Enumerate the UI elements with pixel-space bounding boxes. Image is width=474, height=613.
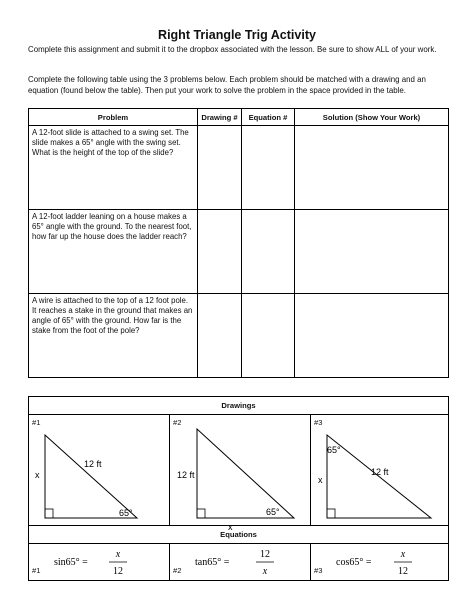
equation-3-func: cos65° = (336, 557, 372, 568)
header-drawing: Drawing # (198, 109, 242, 126)
equation-1 (29, 544, 169, 580)
equation-2 (170, 544, 310, 580)
equation-1-number: #1 (32, 566, 41, 575)
drawing-1-hyp-label: 12 ft (84, 459, 102, 469)
equation-3-numerator: x (400, 549, 406, 560)
equation-2-formula (170, 544, 310, 580)
table-header-row (29, 109, 449, 126)
problem-2-text: A 12-foot ladder leaning on a house makes a 65° angle with the ground. To the nearest foot, how far up the house does the ladder reach? (29, 210, 198, 294)
drawing-2-base-label: x (228, 522, 233, 532)
drawings-heading: Drawings (29, 397, 449, 415)
drawing-3 (311, 415, 448, 525)
intro-paragraph-1: Complete this assignment and submit it to the dropbox associated with the lesson. Be sure to show ALL of your work. (28, 45, 437, 54)
drawing-2-number: #2 (173, 418, 182, 427)
drawing-2-side-label: 12 ft (177, 470, 195, 480)
drawing-3-angle-label: 65° (327, 445, 341, 455)
drawing-1-angle-label: 65° (119, 508, 133, 518)
drawing-answer-cell-1[interactable] (198, 126, 242, 210)
table-row (29, 126, 449, 210)
equation-answer-cell-1[interactable] (242, 126, 295, 210)
equation-2-denominator: x (262, 566, 268, 577)
equation-3-number: #3 (314, 566, 323, 575)
equation-1-numerator: x (115, 549, 121, 560)
drawing-1 (29, 415, 169, 525)
triangle-3-figure (311, 415, 451, 525)
solution-cell-2[interactable] (295, 210, 449, 294)
solution-cell-3[interactable] (295, 294, 449, 378)
table-row (29, 294, 449, 378)
equation-1-formula (29, 544, 169, 580)
equation-answer-cell-3[interactable] (242, 294, 295, 378)
equation-1-func: sin65° = (54, 557, 88, 568)
drawing-1-side-label: x (35, 470, 40, 480)
solution-cell-1[interactable] (295, 126, 449, 210)
triangle-2-figure (170, 415, 310, 532)
intro-paragraph-2: Complete the following table using the 3 problems below. Each problem should be matched with a drawing and an equation (found below the table). Then put your work to solve the problem in the space provided in the table. (28, 75, 426, 95)
equation-3-denominator: 12 (398, 566, 408, 577)
problem-3-text: A wire is attached to the top of a 12 foot pole. It reaches a stake in the ground that makes an angle of 65° with the ground. How far is the stake from the foot of the pole? (29, 294, 198, 378)
drawing-3-hyp-label: 12 ft (371, 467, 389, 477)
problem-1-text: A 12-foot slide is attached to a swing set. The slide makes a 65° angle with the swing set. What is the height of the top of the slide? (29, 126, 198, 210)
drawing-answer-cell-3[interactable] (198, 294, 242, 378)
equation-1-denominator: 12 (113, 566, 123, 577)
page-title: Right Triangle Trig Activity (158, 28, 316, 42)
drawings-equations-table (28, 396, 449, 581)
triangle-1-figure (29, 415, 169, 525)
drawing-3-number: #3 (314, 418, 323, 427)
drawing-2 (170, 415, 310, 532)
drawing-2-angle-label: 65° (266, 507, 280, 517)
equation-2-func: tan65° = (195, 557, 230, 568)
equation-answer-cell-2[interactable] (242, 210, 295, 294)
table-row (29, 210, 449, 294)
header-solution: Solution (Show Your Work) (295, 109, 449, 126)
equation-3-formula (311, 544, 451, 580)
header-equation: Equation # (242, 109, 295, 126)
equations-heading: Equations (29, 526, 449, 544)
header-problem: Problem (29, 109, 198, 126)
equation-2-numerator: 12 (260, 549, 270, 560)
drawing-1-number: #1 (32, 418, 41, 427)
equation-3 (311, 544, 448, 580)
drawing-3-side-label: x (318, 475, 323, 485)
equation-2-number: #2 (173, 566, 182, 575)
activity-table (28, 108, 449, 378)
drawing-answer-cell-2[interactable] (198, 210, 242, 294)
